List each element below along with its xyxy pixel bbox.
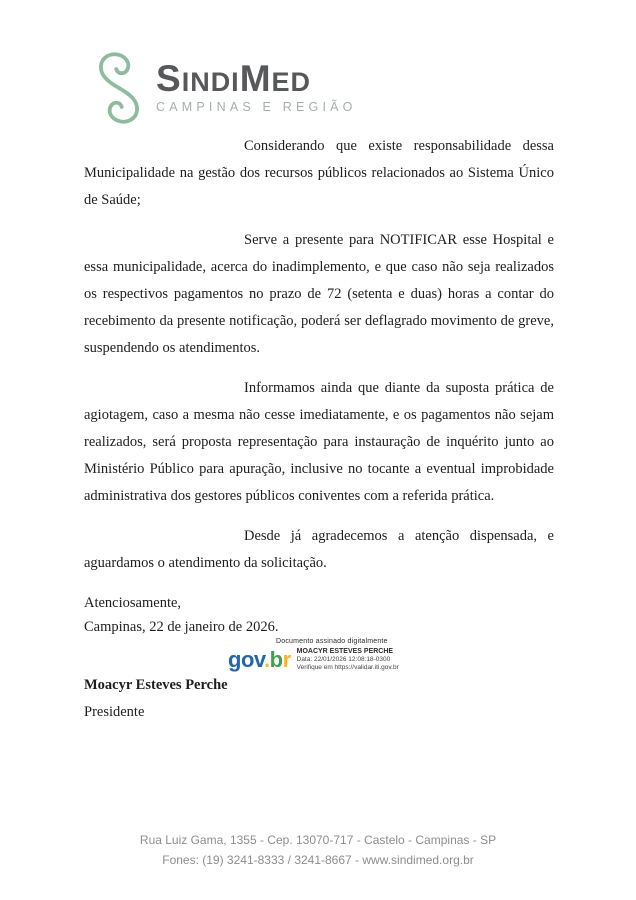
paragraph-informamos: Informamos ainda que diante da suposta prática de agiotagem, caso a mesma não cesse imediatamente, e os pagamentos não sejam realizados, será proposta representação para instauração de inquérito junto ao Ministério Público para apuração, inclusive no tocante a eventual improbidade administrativa dos gestores públicos coniventes com a referida prática. (84, 380, 554, 504)
brand-name (156, 60, 357, 97)
brand-letters: INDI (181, 67, 240, 97)
brand-subtitle: CAMPINAS E REGIÃO (156, 100, 357, 114)
paragraph-notificacao: Serve a presente para NOTIFICAR esse Hospital e essa municipalidade, acerca do inadimplemento, e que caso não seja realizados os respectivos pagamentos no prazo de 72 (setenta e duas) horas a contar do recebimento da presente notificação, poderá ser deflagrado movimento de greve, suspendendo os atendimentos. (84, 232, 554, 356)
date-line: Campinas, 22 de janeiro de 2026. (84, 619, 279, 635)
footer-address: Rua Luiz Gama, 1355 - Cep. 13070-717 - Castelo - Campinas - SP (139, 833, 497, 847)
sindimed-s-monogram-icon (92, 50, 146, 126)
stamp-header: Documento assinado digitalmente (276, 638, 388, 645)
brand-letter: S (156, 58, 182, 99)
govbr-logo-gov: gov (228, 646, 264, 672)
footer-contacts: Fones: (19) 3241-8333 / 3241-8667 - www.sindimed.org.br (162, 853, 474, 867)
govbr-signature-stamp (228, 637, 554, 672)
signer-role: Presidente (84, 704, 145, 720)
govbr-logo-b: b (269, 646, 283, 672)
brand-letters: ED (271, 67, 312, 97)
sindimed-wordmark (156, 50, 357, 114)
signer-name: Moacyr Esteves Perche (84, 677, 228, 693)
paragraph-agradecimento: Desde já agradecemos a atenção dispensada, e aguardamos o atendimento da solicitação. (84, 528, 554, 571)
sindimed-logo (92, 50, 357, 126)
paragraph-considerando: Considerando que existe responsabilidade dessa Municipalidade na gestão dos recursos públicos relacionados ao Sistema Único de Saúde; (84, 138, 554, 208)
letter-body (84, 133, 554, 726)
govbr-logo (228, 648, 291, 672)
brand-letter: M (239, 58, 272, 99)
stamp-signer-name: MOACYR ESTEVES PERCHE (296, 648, 394, 655)
page-footer (0, 830, 636, 870)
stamp-timestamp: Data: 22/01/2026 12:08:18-0300 (296, 656, 391, 663)
govbr-logo-dot: . (263, 646, 270, 672)
stamp-verify-url: Verifique em https://validar.iti.gov.br (296, 664, 399, 671)
closing-salutation: Atenciosamente, (84, 595, 182, 611)
govbr-logo-r: r (282, 646, 291, 672)
